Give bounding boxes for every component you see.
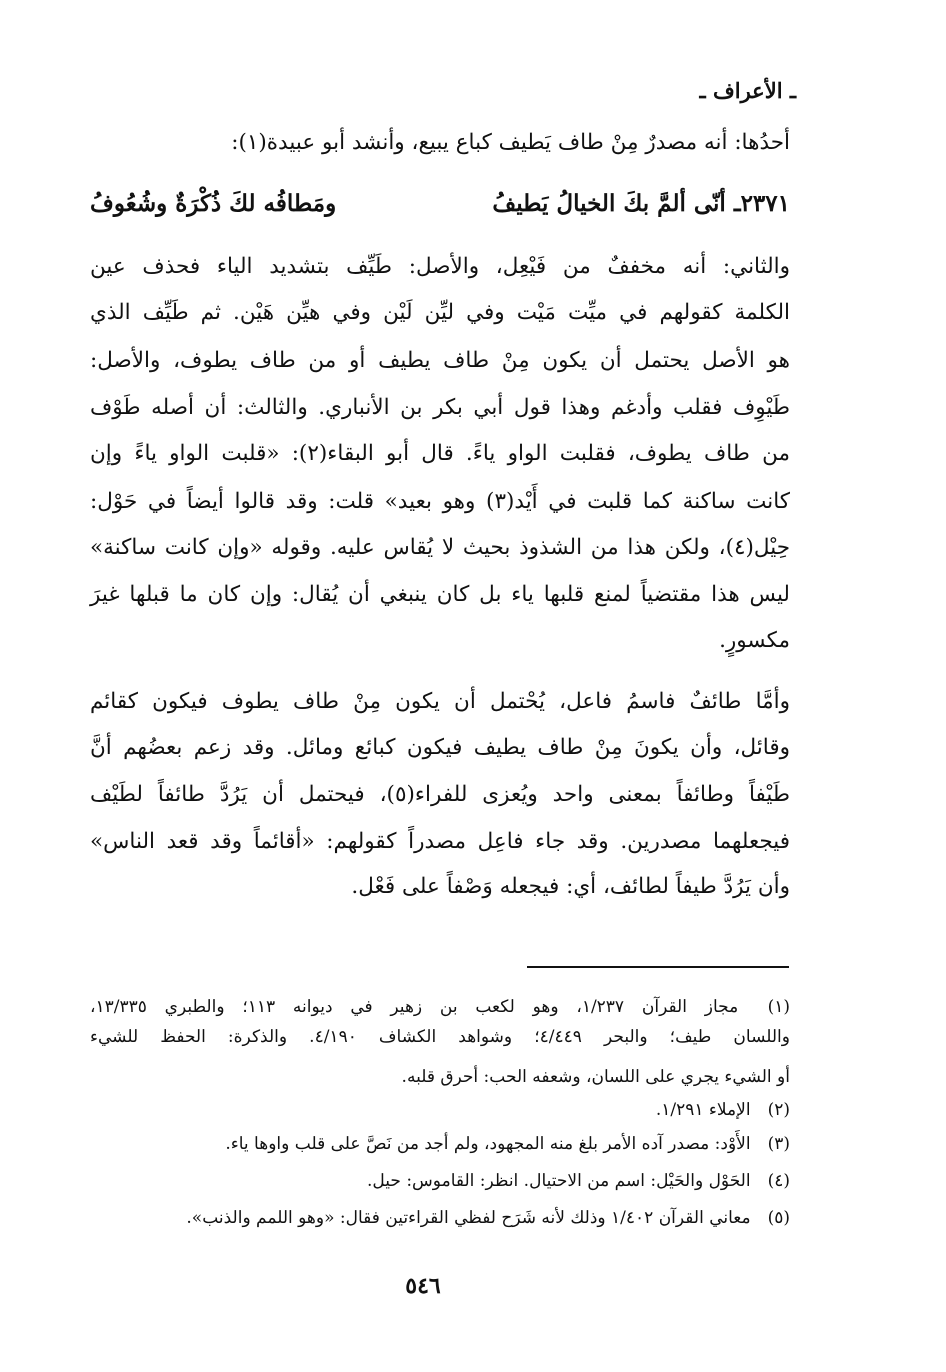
body-line-10: مكسورٍ. bbox=[719, 628, 790, 653]
footnote-1 bbox=[90, 994, 790, 1020]
footnote-text: واللسان طيف؛ والبحر ٤/٤٤٩؛ وشواهد الكشاف ٤/١٩٠. والذكرة: الحفظ للشيء bbox=[90, 1027, 790, 1047]
verse-first-hemistich bbox=[492, 188, 790, 220]
body-line-5: طَيْوِف فقلب وأدغم وهذا قول أبي بكر بن الأنباري. والثالث: أن أصله طَوْف bbox=[90, 395, 790, 420]
footnote-text: مجاز القرآن ١/٢٣٧، وهو لكعب بن زهير في ديوانه ١١٣؛ والطبري ١٣/٣٣٥، bbox=[90, 997, 739, 1017]
verse-second-hemistich: ومَطافُه لكَ ذُكْرَةٌ وشُعُوفُ bbox=[90, 190, 337, 217]
running-header: ـ الأعراف ـ bbox=[699, 78, 796, 103]
footnote-1-end bbox=[90, 1064, 790, 1090]
body-line-11: وأمَّا طائفٌ فاسمُ فاعل، يُحْتمل أن يكون مِنْ طاف يطوف فيكون كقائم bbox=[90, 689, 790, 714]
footnote-text: الإملاء ١/٢٩١. bbox=[655, 1100, 751, 1120]
body-line-9: ليس هذا مقتضياً لمنع قلبها ياء بل كان ينبغي أن يُقال: وإن كان ما قبلها غيرَ bbox=[90, 582, 790, 607]
footnote-number: (٣) bbox=[767, 1134, 790, 1154]
body-line-4: هو الأصل يحتمل أن يكون مِنْ طاف يطيف أو من طاف يطوف، والأصل: bbox=[90, 348, 790, 373]
body-line-3: الكلمة كقولهم في ميِّت مَيْت وفي ليِّن لَيْن وفي هيِّن هَيْن. ثم طَيِّف الذي bbox=[90, 300, 790, 325]
footnote-5 bbox=[90, 1205, 790, 1231]
footnote-number: (١) bbox=[767, 997, 790, 1017]
body-line-8: حِيْل(٤)، ولكن هذا من الشذوذ بحيث لا يُقاس عليه. وقوله «وإن كانت ساكنة» bbox=[90, 535, 790, 560]
footnote-4 bbox=[90, 1168, 790, 1194]
verse-number: ٢٣٧١ـ bbox=[733, 190, 790, 217]
footnote-3 bbox=[90, 1131, 790, 1157]
footnote-2 bbox=[90, 1097, 790, 1123]
footnote-number: (٥) bbox=[767, 1208, 790, 1228]
body-line-14: فيجعلهما مصدرين. وقد جاء فاعِل مصدراً كقولهم: «أقائماً وقد قعد الناس» bbox=[90, 829, 790, 854]
footnote-text: أو الشيء يجري على اللسان، وشعفه الحب: أحرق قلبه. bbox=[401, 1067, 790, 1087]
page-number: ٥٤٦ bbox=[405, 1273, 441, 1299]
body-line-12: وقائل، وأن يكونَ مِنْ طاف يطيف فيكون كبائع ومائل. وقد زعم بعضُهم أنَّ bbox=[90, 735, 790, 760]
footnote-text: الأَوْد: مصدر آده الأمر بلغ منه المجهود، ولم أجد من نَصَّ على قلب واوها ياء. bbox=[225, 1134, 751, 1154]
verse-first-text: أنّى ألمَّ بكَ الخيالُ يَطيفُ bbox=[492, 190, 726, 217]
footnote-1-continued bbox=[90, 1024, 790, 1050]
footnote-number: (٤) bbox=[767, 1171, 790, 1191]
body-line-2: والثاني: أنه مخففٌ من فَيْعِل، والأصل: طَيِّف بتشديد الياء فحذف عين bbox=[90, 254, 790, 279]
footnote-text: الحَوْل والحَيْل: اسم من الاحتيال. انظر: القاموس: حيل. bbox=[367, 1171, 751, 1191]
body-line-6: من طاف يطوف، فقلبت الواو ياءً. قال أبو البقاء(٢): «قلبت الواو ياءً وإن bbox=[90, 441, 790, 466]
body-line-1: أحدُها: أنه مصدرٌ مِنْ طاف يَطيف كباع يبيع، وأنشد أبو عبيدة(١): bbox=[231, 130, 790, 155]
body-line-7: كانت ساكنة كما قلبت في أَيْد(٣) وهو بعيد» قلت: وقد قالوا أيضاً في حَوْل: bbox=[90, 489, 790, 514]
footnote-text: معاني القرآن ١/٤٠٢ وذلك لأنه شَرَح لفظي القراءتين فقال: «وهو اللمم والذنب». bbox=[186, 1208, 751, 1228]
body-line-15: وأن يَرُدَّ طيفاً لطائف، أي: فيجعله وَصْفاً على فَعْل. bbox=[351, 874, 790, 899]
footnote-separator bbox=[527, 966, 789, 968]
body-line-13: طَيْفاً وطائفاً بمعنى واحد ويُعزى للفراء(٥)، فيحتمل أن يَرُدَّ طائفاً لطَيْف bbox=[90, 782, 790, 807]
footnote-number: (٢) bbox=[767, 1100, 790, 1120]
